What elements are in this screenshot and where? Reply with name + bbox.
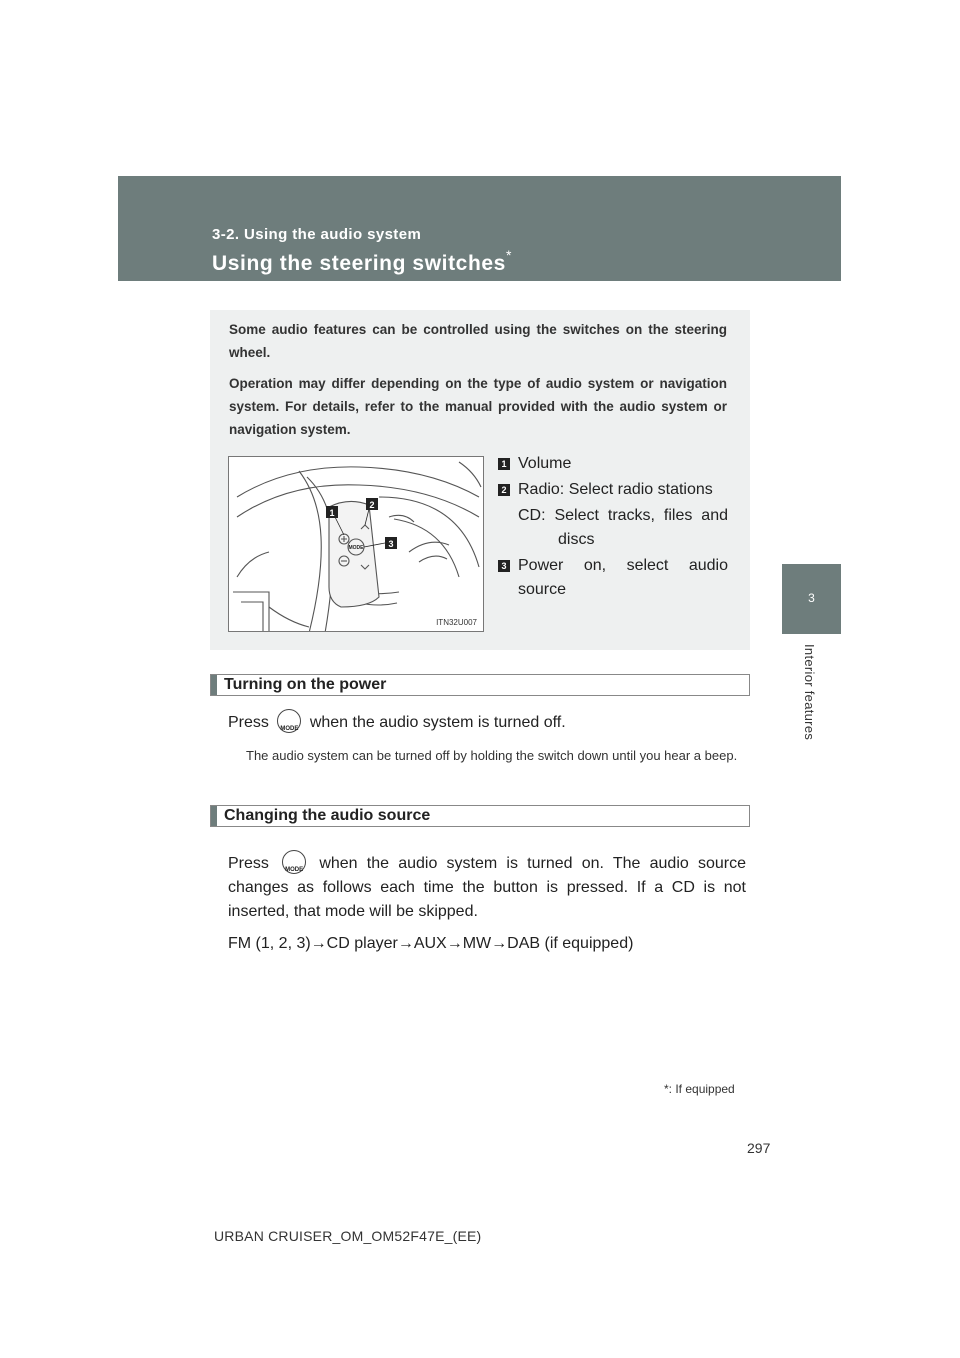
svg-text:1: 1	[329, 508, 335, 518]
chapter-title: Interior features	[802, 644, 817, 741]
svg-text:3: 3	[388, 539, 394, 549]
legend-number: 3	[498, 560, 510, 572]
legend-item	[498, 478, 728, 502]
footnote: *: If equipped	[664, 1082, 735, 1096]
intro-paragraph: Some audio features can be controlled using the switches on the steering wheel.	[229, 322, 727, 360]
power-instruction-text: when the audio system is turned off.	[309, 714, 566, 732]
source-instruction	[228, 852, 746, 924]
legend-subitem	[498, 504, 728, 552]
power-instruction	[228, 711, 746, 735]
section-heading-power	[210, 674, 750, 696]
callout-legend	[498, 452, 728, 602]
page-title-text: Using the steering switches	[212, 252, 506, 275]
mode-switch-label: MODE	[348, 545, 364, 551]
steering-wheel-illustration	[228, 456, 484, 632]
chapter-number: 3	[808, 591, 815, 605]
legend-subtext: CD: Select tracks, files and discs	[518, 507, 728, 548]
figure-code: ITN32U007	[436, 618, 477, 627]
svg-text:2: 2	[369, 500, 375, 510]
legend-number: 1	[498, 458, 510, 470]
page-title	[212, 249, 512, 276]
source-instruction-text: when the audio system is turned on. The audio source changes as follows each time the button is pressed. If a CD is not inserted, that mode will be skipped.	[228, 855, 746, 921]
page-number: 297	[747, 1140, 771, 1156]
title-asterisk: *	[505, 247, 512, 263]
legend-text: Power on, select audio source	[518, 557, 728, 598]
steering-wheel-drawing	[229, 457, 484, 632]
legend-item	[498, 452, 728, 476]
section-heading-text: Changing the audio source	[224, 807, 431, 824]
section-label: 3-2. Using the audio system	[212, 226, 422, 243]
legend-number: 2	[498, 484, 510, 496]
intro-box	[210, 310, 750, 650]
power-note: The audio system can be turned off by holding the switch down until you hear a beep.	[246, 748, 738, 763]
section-heading-text: Turning on the power	[224, 676, 387, 693]
legend-text: Radio: Select radio stations	[518, 481, 713, 498]
source-press-text: Press	[228, 855, 269, 873]
legend-text: Volume	[518, 455, 572, 472]
section-heading-source	[210, 805, 750, 827]
legend-item	[498, 554, 728, 602]
power-press-text: Press	[228, 714, 269, 732]
intro-text	[229, 318, 727, 449]
intro-paragraph: Operation may differ depending on the type of audio system or navigation system. For details, refer to the manual provided with the audio system or navigation system.	[229, 376, 727, 437]
chapter-tab[interactable]	[782, 564, 841, 634]
mode-button-icon: MODE	[282, 850, 306, 874]
source-sequence: FM (1, 2, 3)→CD player→AUX→MW→DAB (if equipped)	[228, 935, 634, 952]
mode-button-icon: MODE	[277, 709, 301, 733]
document-code: URBAN CRUISER_OM_OM52F47E_(EE)	[214, 1228, 482, 1244]
